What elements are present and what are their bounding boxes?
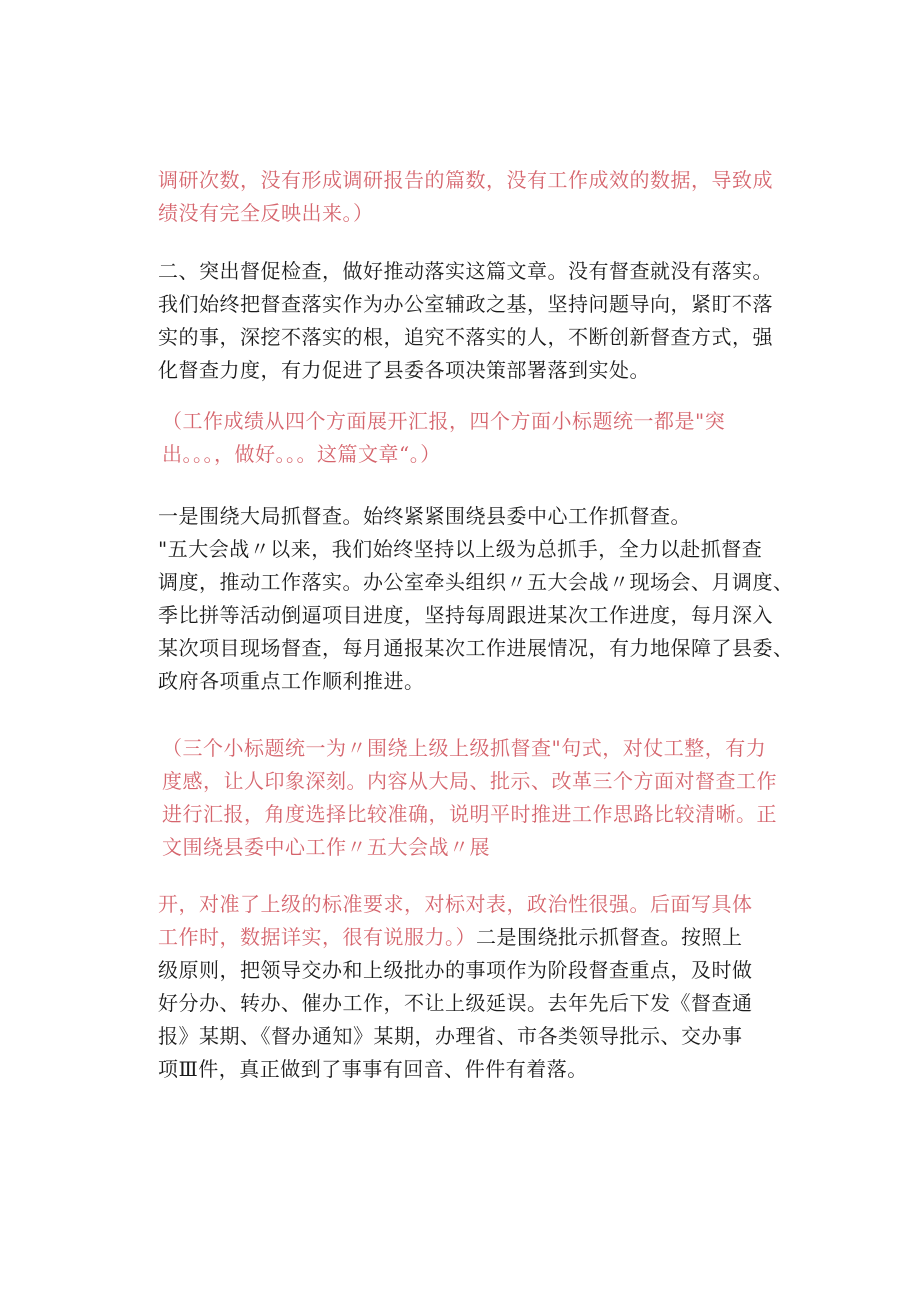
- body-paragraph-item-one: [158, 500, 794, 698]
- text-line: 一是围绕大局抓督查。始终紧紧围绕县委中心工作抓督查。: [158, 504, 691, 528]
- annotation-fragment: 工作时，数据详实，很有说服力。）: [158, 925, 476, 949]
- body-paragraph-section-two: [158, 255, 773, 387]
- text-line: 出。。。，做好。。。这篇文章“。）: [162, 442, 441, 466]
- text-line: 季比拼等活动倒逼项目进度，坚持每周跟进某次工作进度，每月深入: [158, 603, 773, 627]
- text-line: 政府各项重点工作顺利推进。: [158, 669, 425, 693]
- annotation-line: 开，对准了上级的标准要求，对标对表，政治性很强。后面写具体: [158, 892, 753, 916]
- text-line: 文围绕县委中心工作〃五大会战〃展: [162, 835, 490, 859]
- text-line: 我们始终把督查落实作为办公室辅政之基，坚持问题导向，紧盯不落: [158, 292, 773, 316]
- text-line: 项Ⅲ件，真正做到了事事有回音、件件有着落。: [158, 1057, 588, 1081]
- body-fragment: 二是围绕批示抓督查。按照上: [476, 925, 743, 949]
- mixed-paragraph-item-two: [158, 888, 753, 1086]
- text-line: （三个小标题统一为〃围绕上级上级抓督查"句式，对仗工整，有力: [162, 736, 767, 760]
- text-line: 级原则，把领导交办和上级批办的事项作为阶段督查重点，及时做: [158, 958, 753, 982]
- text-line: 度感，让人印象深刻。内容从大局、批示、改革三个方面对督查工作: [162, 769, 777, 793]
- mixed-line: [158, 921, 753, 954]
- text-line: "五大会战〃以来，我们始终坚持以上级为总抓手，全力以赴抓督查: [158, 537, 763, 561]
- text-line: 调研次数，没有形成调研报告的篇数，没有工作成效的数据，导致成: [158, 168, 773, 192]
- text-line: 二、突出督促检查，做好推动落实这篇文章。没有督查就没有落实。: [158, 259, 773, 283]
- text-line: 好分办、转办、催办工作，不让上级延误。去年先后下发《督查通: [158, 991, 753, 1015]
- text-line: 某次项目现场督查，每月通报某次工作进展情况，有力地保障了县委、: [158, 636, 794, 660]
- text-line: 化督查力度，有力促进了县委各项决策部署落到实处。: [158, 358, 650, 382]
- text-line: 实的事，深挖不落实的根，追究不落实的人，不断创新督查方式，强: [158, 325, 773, 349]
- annotation-paragraph-1: [158, 164, 773, 230]
- annotation-paragraph-3: [162, 732, 777, 864]
- text-line: 调度，推动工作落实。办公室牵头组织〃五大会战〃现场会、月调度、: [158, 570, 794, 594]
- text-line: （工作成绩从四个方面展开汇报，四个方面小标题统一都是"突: [162, 409, 726, 433]
- text-line: 报》某期、《督办通知》某期，办理省、市各类领导批示、交办事: [158, 1024, 743, 1048]
- annotation-paragraph-2: [162, 405, 725, 471]
- text-line: 进行汇报，角度选择比较准确，说明平时推进工作思路比较清晰。正: [162, 802, 777, 826]
- text-line: 绩没有完全反映出来。）: [158, 201, 374, 225]
